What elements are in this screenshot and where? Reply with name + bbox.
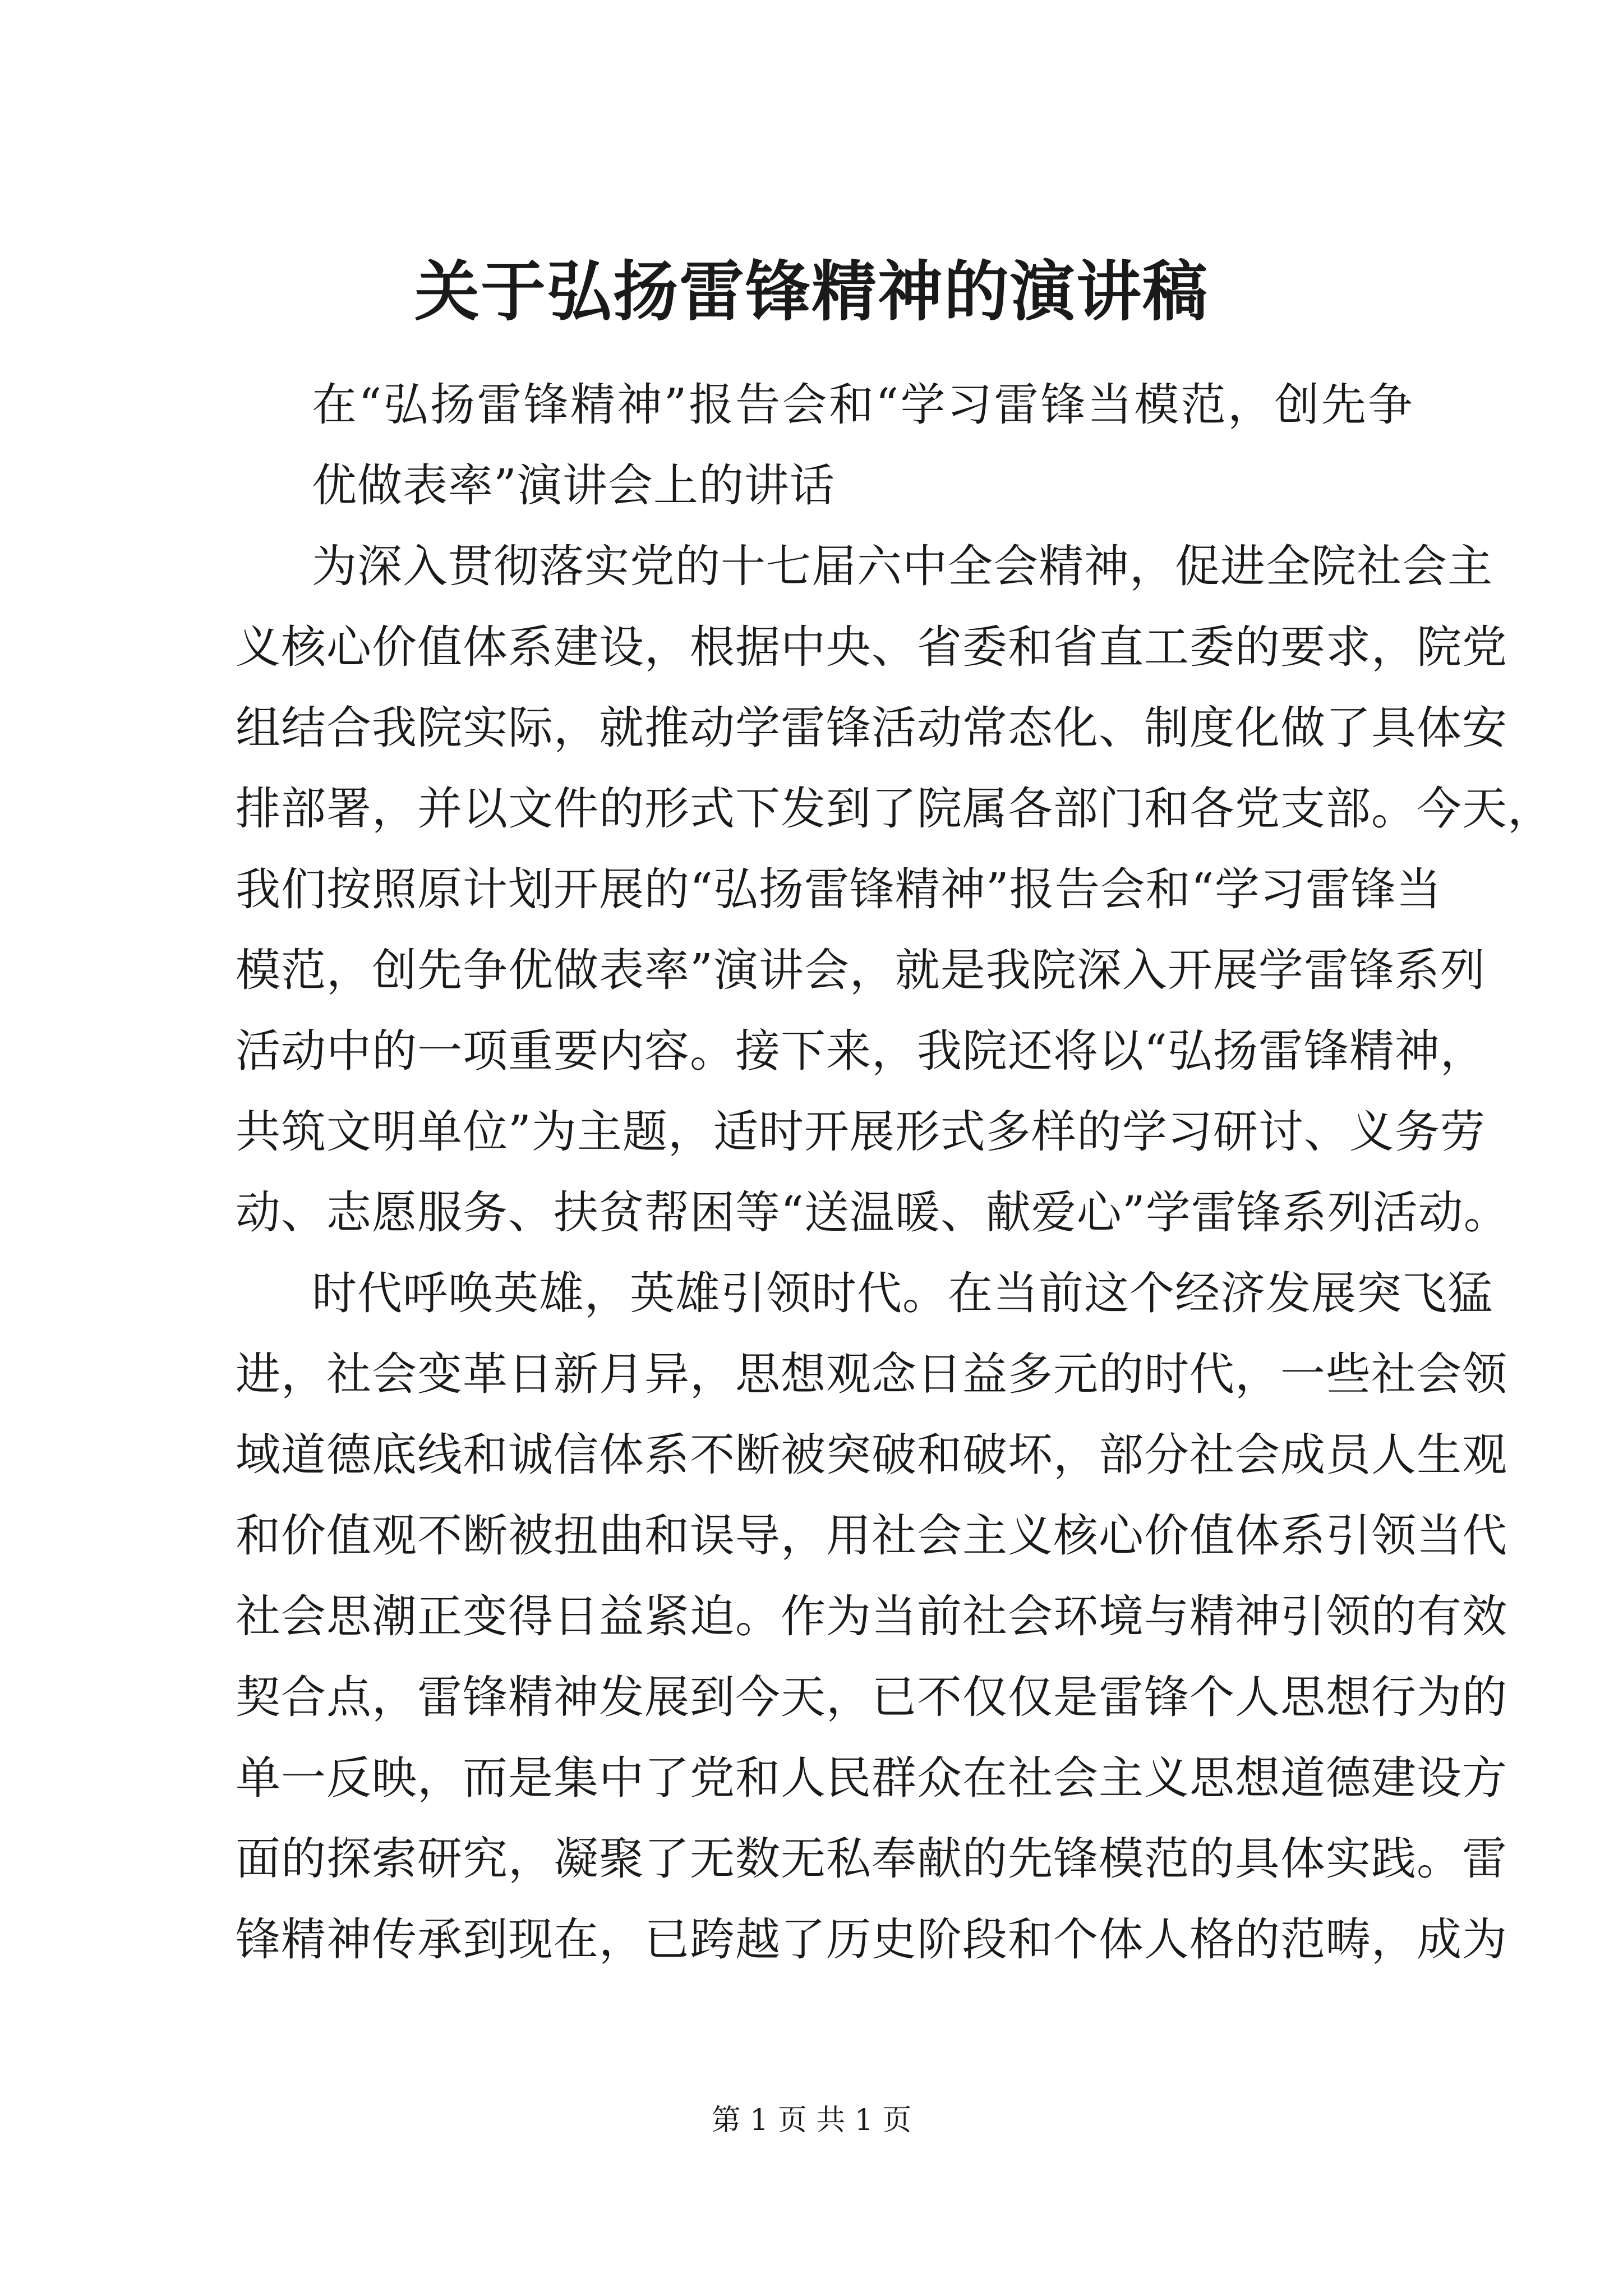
paragraph-line: 活动中的一项重要内容。接下来，我院还将以“弘扬雷锋精神， (236, 1025, 1486, 1077)
paragraph-line: 动、志愿服务、扶贫帮困等“送温暖、献爱心”学雷锋系列活动。 (236, 1186, 1509, 1239)
paragraph-line: 域道德底线和诚信体系不断被突破和破坏，部分社会成员人生观 (236, 1429, 1507, 1481)
paragraph-line: 面的探索研究，凝聚了无数无私奉献的先锋模范的具体实践。雷 (236, 1833, 1507, 1885)
paragraph-line: 共筑文明单位”为主题，适时开展形式多样的学习研讨、义务劳 (236, 1106, 1486, 1158)
paragraph-line: 组结合我院实际，就推动学雷锋活动常态化、制度化做了具体安 (236, 702, 1507, 754)
paragraph-line: 锋精神传承到现在，已跨越了历史阶段和个体人格的范畴，成为 (236, 1913, 1507, 1966)
paragraph-line: 为深入贯彻落实党的十七届六中全会精神，促进全院社会主 (312, 540, 1493, 592)
paragraph-2 (236, 1253, 1507, 1980)
subtitle-line: 优做表率”演讲会上的讲话 (312, 459, 835, 512)
paragraph-line: 进，社会变革日新月异，思想观念日益多元的时代，一些社会领 (236, 1348, 1507, 1400)
document-title: 关于弘扬雷锋精神的演讲稿 (414, 254, 1209, 330)
paragraph-line: 排部署，并以文件的形式下发到了院属各部门和各党支部。今天， (236, 783, 1553, 835)
document-body (236, 365, 1553, 1980)
paragraph-1 (236, 526, 1553, 1253)
subtitle-line: 在“弘扬雷锋精神”报告会和“学习雷锋当模范，创先争 (312, 379, 1413, 431)
paragraph-line: 义核心价值体系建设，根据中央、省委和省直工委的要求，院党 (236, 621, 1507, 673)
paragraph-line: 时代呼唤英雄，英雄引领时代。在当前这个经济发展突飞猛 (312, 1267, 1493, 1319)
paragraph-line: 和价值观不断被扭曲和误导，用社会主义核心价值体系引领当代 (236, 1510, 1507, 1562)
paragraph-line: 单一反映，而是集中了党和人民群众在社会主义思想道德建设方 (236, 1752, 1507, 1804)
page-footer: 第 1 页 共 1 页 (711, 2104, 912, 2137)
paragraph-line: 我们按照原计划开展的“弘扬雷锋精神”报告会和“学习雷锋当 (236, 863, 1442, 915)
paragraph-line: 契合点，雷锋精神发展到今天，已不仅仅是雷锋个人思想行为的 (236, 1671, 1507, 1723)
speech-subtitle (236, 365, 1413, 526)
paragraph-line: 模范，创先争优做表率”演讲会，就是我院深入开展学雷锋系列 (236, 944, 1486, 996)
paragraph-line: 社会思潮正变得日益紧迫。作为当前社会环境与精神引领的有效 (236, 1590, 1507, 1642)
